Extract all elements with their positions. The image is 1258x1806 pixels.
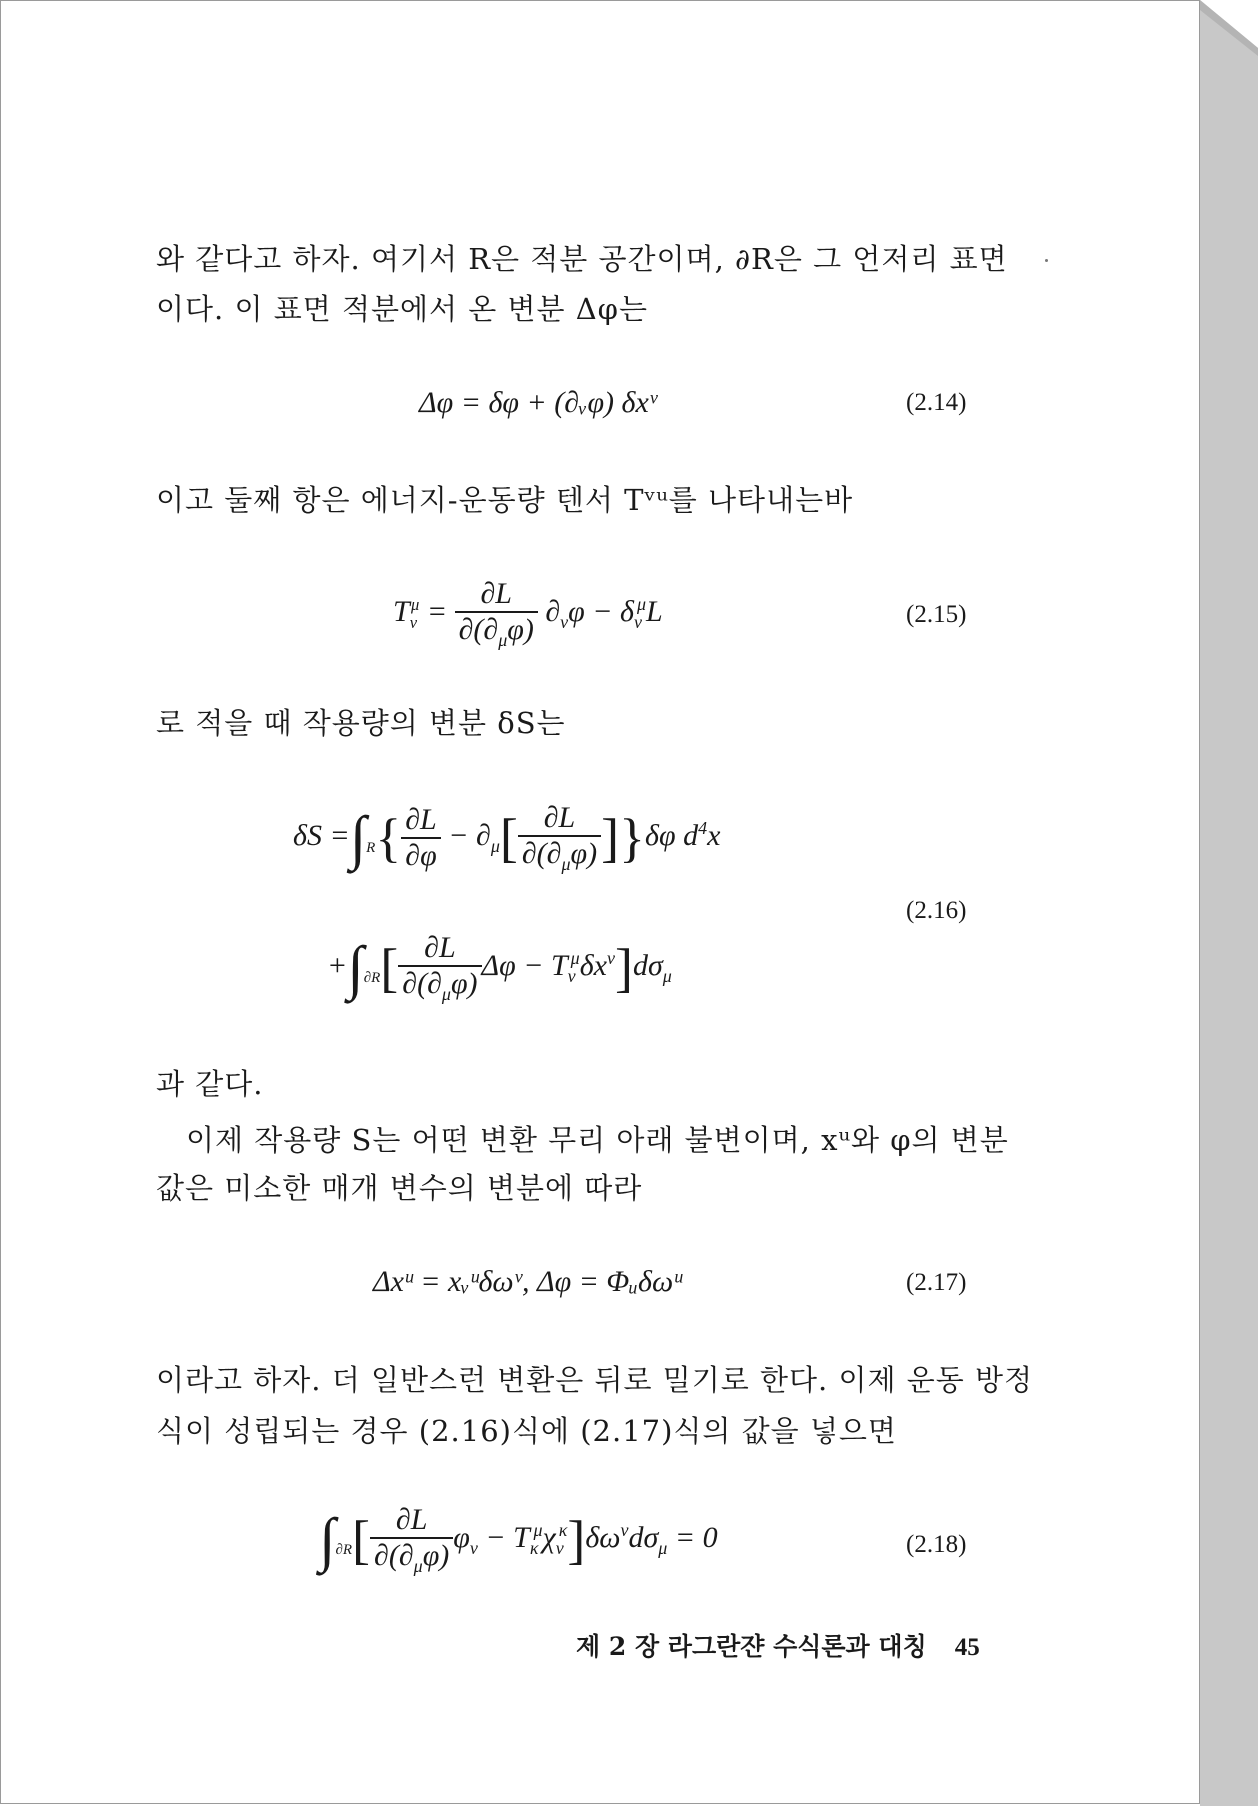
paragraph-5-line-1: 이제 작용량 S는 어떤 변환 무리 아래 불변이며, xᵘ와 φ의 변분 [186, 1123, 1009, 1157]
paragraph-3: 로 적을 때 작용량의 변분 δS는 [156, 706, 566, 740]
equation-2-16-line-2: $+\int_{\partial R}$[ $\frac{\partial L}{\partial(\partial_\mu\varphi)}$ $\Delta\varphi - T_\nu^\mu\delta x^\nu]d\sigma_\mu$ [327, 931, 672, 1004]
paragraph-2: 이고 둘째 항은 에너지-운동량 텐서 Tᵛᵘ를 나타내는바 [156, 483, 854, 517]
equation-2-15: $T_\nu^\mu$ = $\frac{\partial L}{\partial(\partial_\mu\varphi)}$ $\partial_\nu\varphi - \delta_\nu^\mu L$ [393, 577, 663, 650]
equation-2-18: $\int_{\partial R}$[ $\frac{\partial L}{\partial(\partial_\mu\varphi)}$ $\varphi_\nu - T_\kappa^\mu\chi_\nu^\kappa]\delta\omega^\nu d\sigma_\mu = 0$ [319, 1503, 718, 1576]
equation-2-17: Δxᵘ = xᵥᵘδωᵛ, Δφ = Φᵤδωᵘ [373, 1265, 682, 1298]
equation-2-16-line-1: $\delta S =\int_R${ $\frac{\partial L}{\partial\varphi}$ − $\partial_\mu$[ $\frac{\partial L}{\partial(\partial_\mu\varphi)}$ ]}δφ $d^4x$ [293, 801, 721, 874]
equation-number-2-15: (2.15) [906, 601, 967, 628]
equation-number-2-14: (2.14) [906, 389, 967, 416]
paragraph-1-line-1: 와 같다고 하자. 여기서 R은 적분 공간이며, ∂R은 그 언저리 표면 [156, 242, 1008, 276]
speck [1045, 259, 1048, 262]
paragraph-1-line-2: 이다. 이 표면 적분에서 온 변분 Δφ는 [156, 292, 648, 326]
page-number: 45 [954, 1634, 980, 1661]
paragraph-4: 과 같다. [156, 1067, 264, 1101]
equation-number-2-18: (2.18) [906, 1531, 967, 1558]
equation-number-2-16: (2.16) [906, 897, 967, 924]
equation-2-14: Δφ = δφ + (∂ᵥφ) δxᵛ [419, 386, 658, 419]
running-footer [576, 1627, 980, 1663]
paragraph-5-line-2: 값은 미소한 매개 변수의 변분에 따라 [156, 1171, 643, 1205]
book-spine [1200, 0, 1258, 1806]
equation-number-2-17: (2.17) [906, 1269, 967, 1296]
paragraph-6-line-2: 식이 성립되는 경우 (2.16)식에 (2.17)식의 값을 넣으면 [156, 1414, 897, 1448]
paragraph-6-line-1: 이라고 하자. 더 일반스런 변환은 뒤로 밀기로 한다. 이제 운동 방정 [156, 1363, 1033, 1397]
chapter-title: 제 2 장 라그란쟌 수식론과 대칭 [576, 1632, 927, 1661]
